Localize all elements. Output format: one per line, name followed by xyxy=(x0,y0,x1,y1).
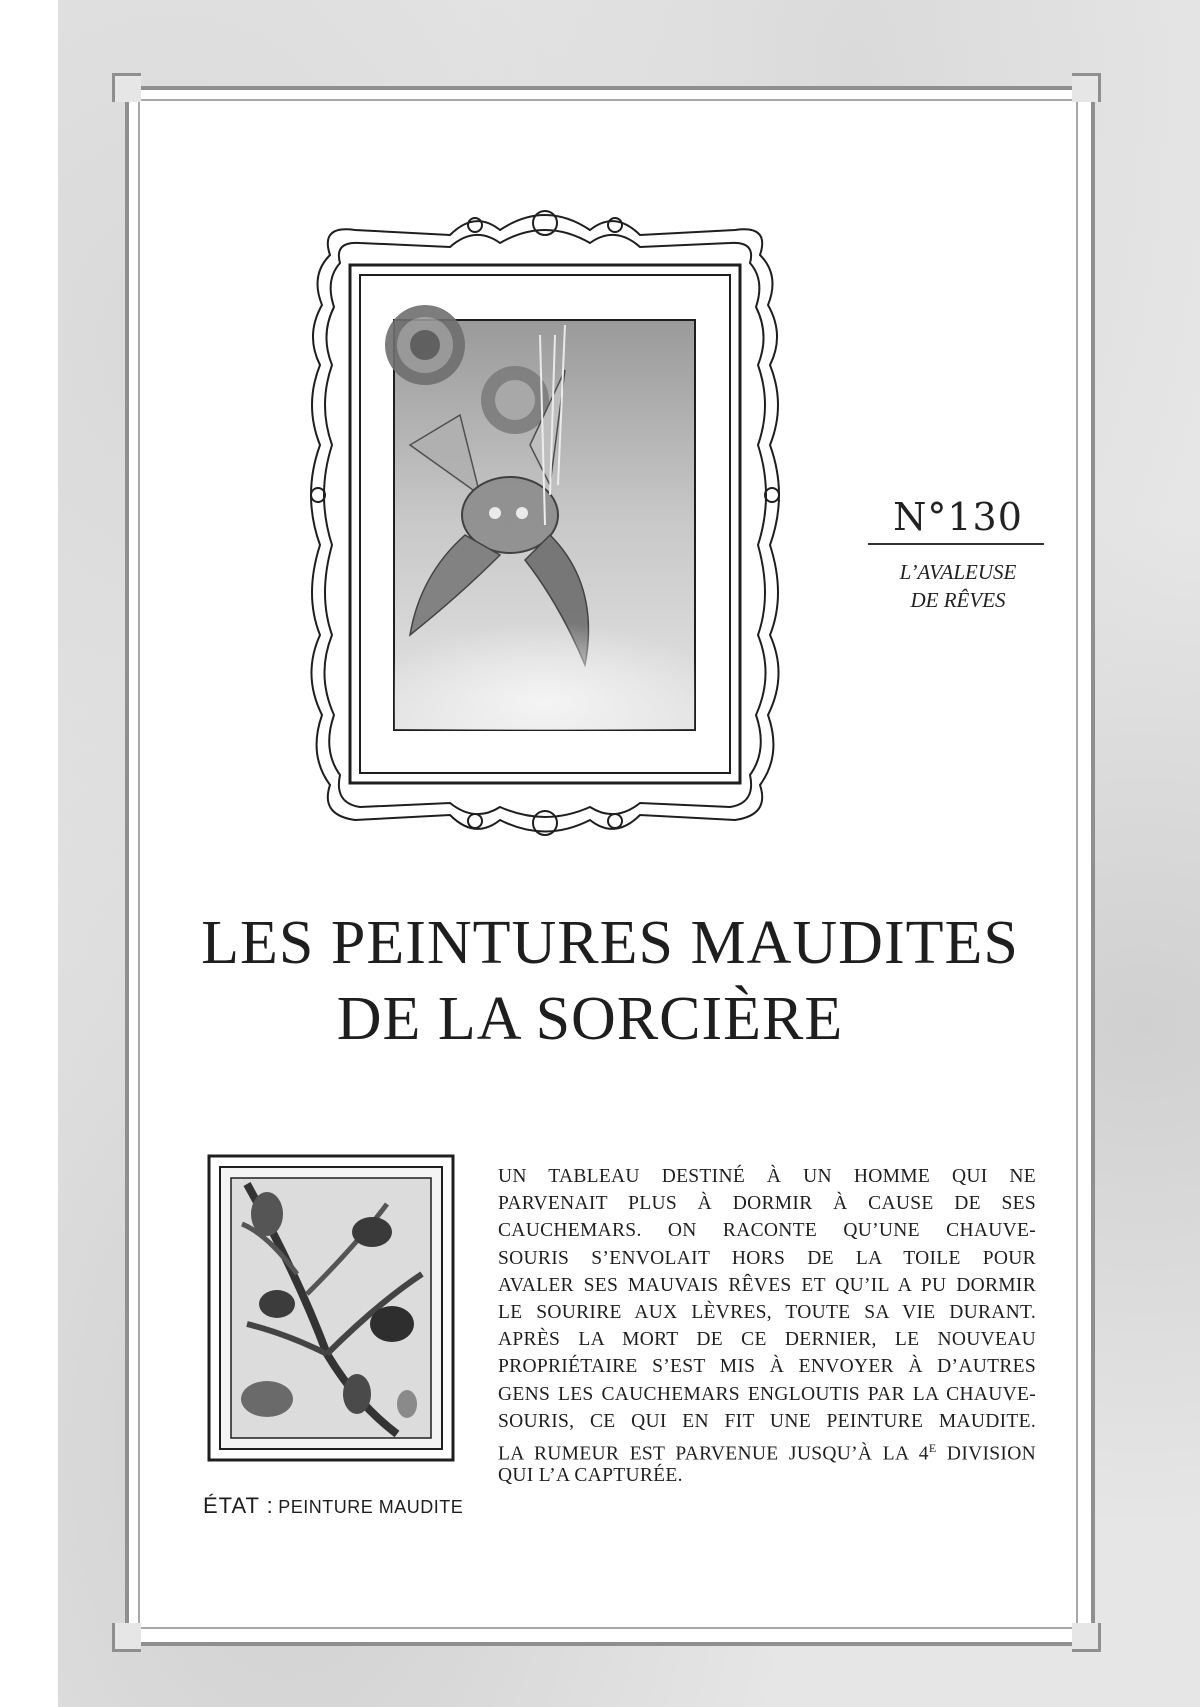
subtitle-line: L’AVALEUSE xyxy=(899,560,1017,584)
number-prefix: N° xyxy=(893,495,948,539)
description-line: CAUCHEMARS. ON RACONTE QU’UNE CHAUVE- xyxy=(498,1220,1036,1242)
border-corner-ornament xyxy=(1072,73,1101,102)
border-corner-ornament xyxy=(112,1623,141,1652)
description-line: AVALER SES MAUVAIS RÊVES ET QU’IL A PU DORMIR xyxy=(498,1274,1036,1296)
thumbnail-painting xyxy=(207,1154,455,1462)
description-line: LE SOURIRE AUX LÈVRES, TOUTE SA VIE DURANT. xyxy=(498,1301,1036,1323)
title-line: LES PEINTURES MAUDITES xyxy=(201,909,1019,977)
number-value: 130 xyxy=(947,495,1023,539)
description-line xyxy=(498,1435,1036,1465)
ordinal-suffix: E xyxy=(928,1440,937,1455)
description-line-tail: DIVISION xyxy=(936,1443,1036,1465)
entry-number xyxy=(868,495,1048,539)
description-line: APRÈS LA MORT DE CE DERNIER, LE NOUVEAU xyxy=(498,1329,1036,1351)
description-line-text: LA RUMEUR EST PARVENUE JUSQU’À LA 4 xyxy=(498,1443,929,1465)
description-line: GENS LES CAUCHEMARS ENGLOUTIS PAR LA CHAUVE- xyxy=(498,1383,1036,1405)
border-corner-ornament xyxy=(112,73,141,102)
entry-subtitle xyxy=(868,558,1048,614)
border-corner-ornament xyxy=(1072,1623,1101,1652)
status-label: ÉTAT : xyxy=(203,1493,274,1518)
main-painting xyxy=(300,195,790,845)
status-line xyxy=(203,1493,463,1519)
description-line: SOURIS S’ENVOLAIT HORS DE LA TOILE POUR xyxy=(498,1247,1036,1269)
title-line: DE LA SORCIÈRE xyxy=(336,985,844,1053)
description-text xyxy=(498,1163,1036,1489)
divider-rule xyxy=(868,543,1044,545)
description-line: SOURIS, CE QUI EN FIT UNE PEINTURE MAUDITE. xyxy=(498,1410,1036,1432)
page-title xyxy=(140,905,1080,1057)
description-line: PARVENAIT PLUS À DORMIR À CAUSE DE SES xyxy=(498,1193,1036,1215)
page-margin xyxy=(0,0,58,1707)
description-line: UN TABLEAU DESTINÉ À UN HOMME QUI NE xyxy=(498,1166,1036,1187)
description-line: PROPRIÉTAIRE S’EST MIS À ENVOYER À D’AUTRES xyxy=(498,1356,1036,1378)
description-line: QUI L’A CAPTURÉE. xyxy=(498,1465,683,1487)
status-value: PEINTURE MAUDITE xyxy=(278,1497,464,1517)
subtitle-line: DE RÊVES xyxy=(910,588,1006,612)
